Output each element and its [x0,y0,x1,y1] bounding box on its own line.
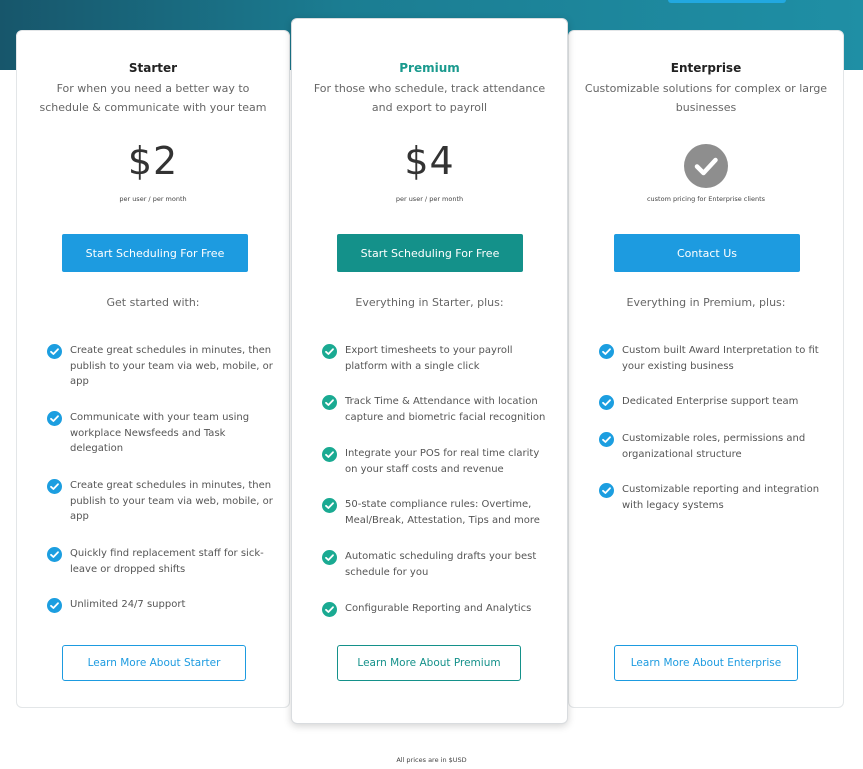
feature-item: Custom built Award Interpretation to fit your existing business [599,343,829,374]
plan-title: Premium [399,61,460,75]
check-icon [322,602,337,617]
features-intro: Get started with: [106,296,200,309]
price-note: per user / per month [395,195,464,203]
plan-subtitle: Customizable solutions for complex or large businesses [584,82,828,114]
check-icon [47,411,62,426]
learn-more-enterprise-button[interactable]: Learn More About Enterprise [614,645,798,681]
top-nav-button[interactable] [668,0,786,3]
plan-subtitle: For those who schedule, track attendance and export to payroll [313,82,546,114]
check-icon [47,598,62,613]
plan-subtitle: For when you need a better way to schedule & communicate with your team [39,82,267,114]
feature-item: Export timesheets to your payroll platform with a single click [322,343,553,374]
contact-us-button[interactable]: Contact Us [614,234,800,272]
check-icon [322,344,337,359]
plan-price: $2 [127,139,179,183]
plan-card-enterprise [568,30,844,708]
check-icon [599,344,614,359]
plan-title: Starter [128,61,178,75]
learn-more-starter-button[interactable]: Learn More About Starter [62,645,246,681]
feature-item: Automatic scheduling drafts your best schedule for you [322,549,553,580]
start-scheduling-button[interactable]: Start Scheduling For Free [337,234,523,272]
check-icon [599,483,614,498]
check-icon [599,432,614,447]
check-icon [322,395,337,410]
features-intro: Everything in Starter, plus: [355,296,504,309]
check-icon [599,395,614,410]
price-note: per user / per month [119,195,187,203]
feature-item: Customizable reporting and integration with legacy systems [599,482,829,513]
feature-item: Dedicated Enterprise support team [599,394,829,410]
checkmark-circle-icon [684,144,728,188]
feature-item: Create great schedules in minutes, then publish to your team via web, mobile, or app [47,478,275,525]
currency-footnote: All prices are in $USD [396,756,467,764]
plan-title: Enterprise [670,61,742,75]
feature-item: Create great schedules in minutes, then publish to your team via web, mobile, or app [47,343,275,390]
feature-item: Track Time & Attendance with location capture and biometric facial recognition [322,394,553,425]
check-icon [47,479,62,494]
feature-item: Integrate your POS for real time clarity on your staff costs and revenue [322,446,553,477]
features-intro: Everything in Premium, plus: [626,296,786,309]
check-icon [322,447,337,462]
feature-item: Customizable roles, permissions and organizational structure [599,431,829,462]
feature-item: 50-state compliance rules: Overtime, Meal/Break, Attestation, Tips and more [322,497,553,528]
price-note: custom pricing for Enterprise clients [646,195,766,203]
check-icon [322,550,337,565]
plan-card-starter [16,30,290,708]
check-icon [47,547,62,562]
feature-item: Unlimited 24/7 support [47,597,275,613]
check-icon [322,498,337,513]
check-icon [47,344,62,359]
start-scheduling-button[interactable]: Start Scheduling For Free [62,234,248,272]
learn-more-premium-button[interactable]: Learn More About Premium [337,645,521,681]
feature-item: Communicate with your team using workplace Newsfeeds and Task delegation [47,410,275,457]
feature-item: Quickly find replacement staff for sick-leave or dropped shifts [47,546,275,577]
feature-item: Configurable Reporting and Analytics [322,601,553,617]
plan-price: $4 [404,139,455,183]
plan-card-premium [291,18,568,724]
